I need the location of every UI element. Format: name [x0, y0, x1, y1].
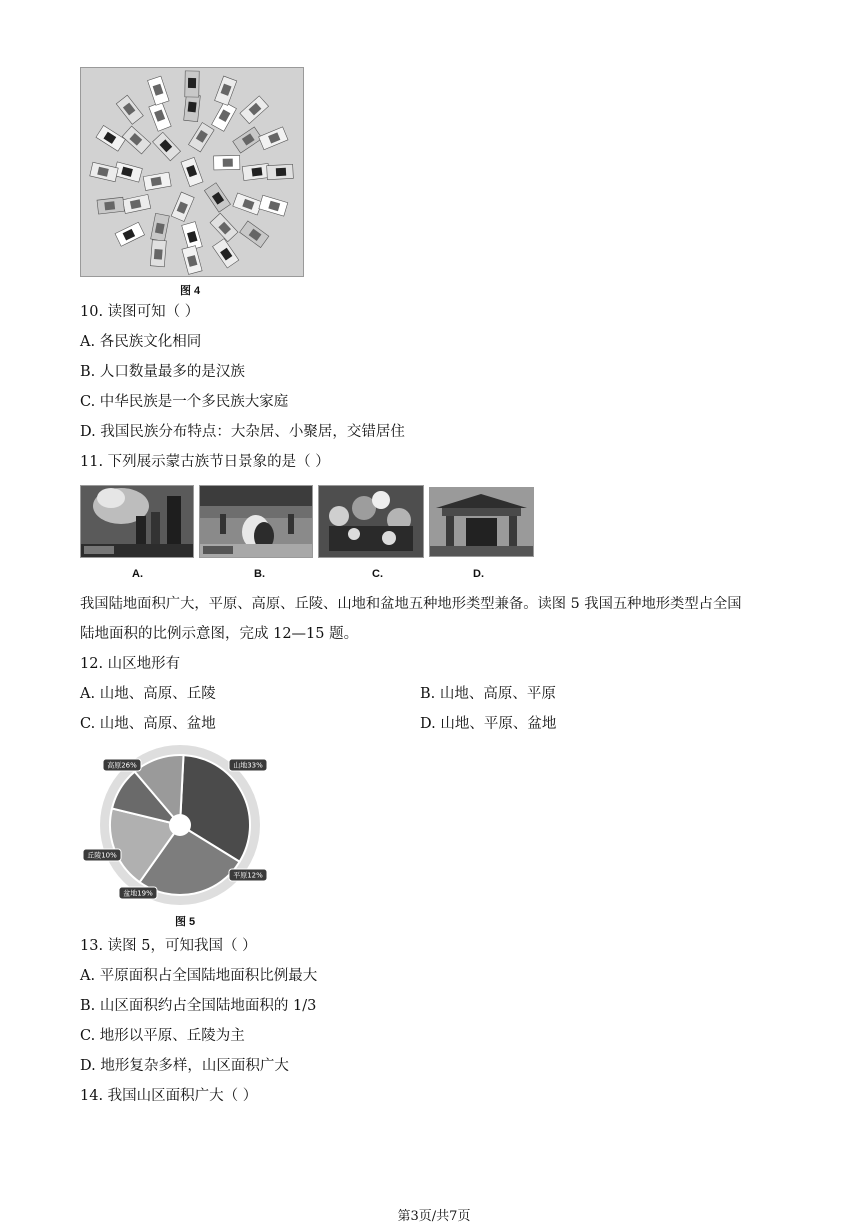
badge-label-plateau: 高原26% [107, 761, 137, 770]
ethnic-card-figure [252, 167, 263, 176]
q11-photo-b [199, 485, 313, 558]
q11-stem: 11. 下列展示蒙古族节日景象的是（ ） [80, 454, 330, 470]
temple-gate-photo [430, 488, 533, 556]
dance-festival-photo [319, 486, 423, 557]
q10-option-d: D. 我国民族分布特点：大杂居、小聚居，交错居住 [80, 424, 405, 440]
terrain-pie-chart [80, 743, 276, 908]
ethnic-card-figure [276, 168, 286, 177]
q12-option-b: B. 山地、高原、平原 [420, 686, 556, 702]
q11-label-a: A. [132, 568, 143, 580]
q11-label-c: C. [372, 568, 383, 580]
ethnic-card-figure [188, 78, 196, 88]
q10-option-a: A. 各民族文化相同 [80, 334, 202, 350]
q11-photo-c [318, 485, 424, 558]
pie-center-hole [169, 814, 191, 836]
water-festival-photo [81, 486, 193, 557]
q13-option-d: D. 地形复杂多样，山区面积广大 [80, 1058, 289, 1074]
figure-4-image [80, 67, 304, 277]
intro-line-2: 陆地面积的比例示意图，完成 12—15 题。 [80, 626, 359, 642]
ethnic-card-figure [223, 159, 233, 167]
badge-label-hill: 丘陵10% [87, 851, 117, 860]
q11-label-d: D. [473, 568, 484, 580]
page-footer: 第3页/共7页 [397, 1209, 471, 1224]
q10-option-b: B. 人口数量最多的是汉族 [80, 364, 245, 380]
q12-option-a: A. 山地、高原、丘陵 [80, 686, 216, 702]
badge-label-basin: 盆地19% [123, 889, 153, 898]
q13-option-a: A. 平原面积占全国陆地面积比例最大 [80, 968, 318, 984]
ethnic-card-figure [151, 177, 162, 187]
figure-5-caption: 图 5 [175, 916, 196, 928]
ethnic-card-figure [154, 249, 163, 260]
intro-line-1: 我国陆地面积广大，平原、高原、丘陵、山地和盆地五种地形类型兼备。读图 5 我国五种地形类型占全国 [80, 596, 742, 612]
badge-label-plain: 平原12% [233, 871, 263, 880]
q13-stem: 13. 读图 5，可知我国（ ） [80, 938, 257, 954]
figure-5-chart [80, 743, 276, 908]
q13-option-b: B. 山区面积约占全国陆地面积的 1/3 [80, 998, 317, 1014]
ethnic-cards-collage [81, 68, 303, 276]
q12-option-c: C. 山地、高原、盆地 [80, 716, 216, 732]
q11-label-b: B. [254, 568, 265, 580]
q12-stem: 12. 山区地形有 [80, 656, 181, 672]
q12-option-d: D. 山地、平原、盆地 [420, 716, 557, 732]
wrestling-photo [200, 486, 312, 557]
figure-4-caption: 图 4 [180, 285, 201, 297]
q11-photo-d [429, 487, 534, 557]
badge-label-mountain: 山地33% [233, 761, 263, 770]
ethnic-card-figure [188, 102, 197, 113]
q14-stem: 14. 我国山区面积广大（ ） [80, 1088, 258, 1104]
q11-photo-a [80, 485, 194, 558]
q10-stem: 10. 读图可知（ ） [80, 304, 200, 320]
q13-option-c: C. 地形以平原、丘陵为主 [80, 1028, 245, 1044]
q10-option-c: C. 中华民族是一个多民族大家庭 [80, 394, 289, 410]
ethnic-card-figure [104, 201, 115, 210]
